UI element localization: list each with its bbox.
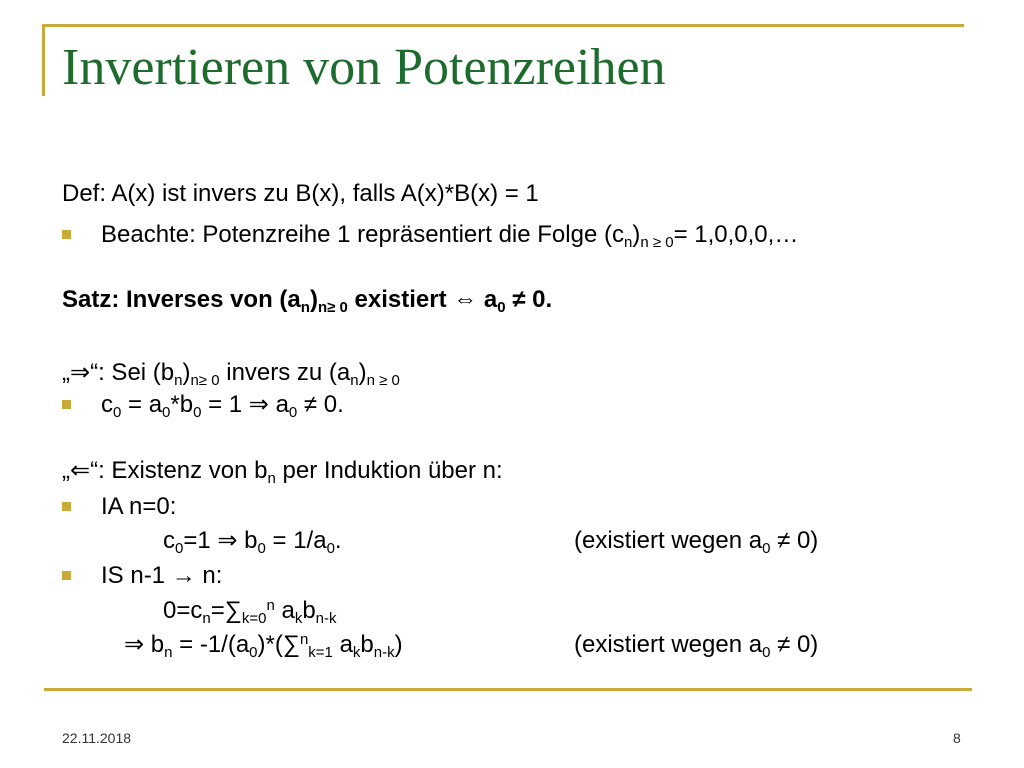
satz-text-c: existiert ⇔ a bbox=[347, 286, 498, 313]
forward-sub-range2: n ≥ 0 bbox=[366, 372, 400, 389]
satz-text-b: ) bbox=[309, 286, 318, 313]
is-line: IS n-1 → n: bbox=[101, 562, 223, 589]
forward-direction-line bbox=[62, 359, 400, 389]
bullet-square bbox=[62, 502, 71, 511]
footer-page-number: 8 bbox=[953, 730, 961, 746]
forward-text-a: „⇒“: Sei (b bbox=[62, 359, 175, 386]
satz-sub-0: 0 bbox=[497, 299, 506, 316]
is-eq2-d: a bbox=[332, 631, 353, 658]
exists-text-b: ≠ 0) bbox=[770, 631, 819, 658]
forward-text-d: ) bbox=[358, 359, 367, 386]
definition-line: Def: A(x) ist invers zu B(x), falls A(x)*B(x) = 1 bbox=[62, 180, 539, 207]
forward-text-c: invers zu (a bbox=[219, 359, 351, 386]
is-eq1-c: a bbox=[274, 597, 295, 624]
satz-text-d: ≠ 0. bbox=[505, 286, 553, 313]
beachte-range: n ≥ 0 bbox=[640, 234, 674, 251]
backward-text-a: „⇐“: Existenz von b bbox=[62, 457, 268, 484]
is-eq1-b: =∑ bbox=[210, 597, 242, 624]
is-eq2-sub-5: n-k bbox=[373, 644, 395, 661]
ia-eq-c: = 1/a bbox=[265, 527, 327, 554]
bullet-square bbox=[62, 400, 71, 409]
c0-text-c: *b bbox=[170, 391, 194, 418]
frame-left-line bbox=[42, 24, 45, 96]
is-eq1-a: 0=c bbox=[163, 597, 203, 624]
bullet-square bbox=[62, 571, 71, 580]
c0-sub-4: 0 bbox=[288, 404, 298, 421]
exists-text-a: (existiert wegen a bbox=[574, 527, 763, 554]
is-eq2-sup-1: n bbox=[299, 631, 309, 648]
is-eq1-sub-1: n bbox=[202, 610, 211, 627]
forward-sub-n: n bbox=[174, 372, 183, 389]
bullet-square bbox=[62, 230, 71, 239]
c0-sub-3: 0 bbox=[193, 404, 202, 421]
satz-sub-range: n≥ 0 bbox=[317, 299, 348, 316]
is-equation-2 bbox=[124, 631, 403, 661]
forward-sub-n2: n bbox=[350, 372, 359, 389]
ia-existence-note bbox=[574, 527, 819, 557]
is-eq2-sub-3: k=1 bbox=[308, 644, 333, 661]
exists-sub: 0 bbox=[762, 540, 771, 557]
c0-text-d: = 1 ⇒ a bbox=[201, 391, 289, 418]
ia-line: IA n=0: bbox=[101, 493, 177, 520]
slide-title: Invertieren von Potenzreihen bbox=[62, 39, 666, 96]
is-equation-1 bbox=[163, 597, 337, 627]
is-eq2-b: = -1/(a bbox=[172, 631, 250, 658]
is-eq1-sup-1: n bbox=[266, 597, 275, 614]
footer-date: 22.11.2018 bbox=[62, 730, 132, 746]
ia-equation bbox=[163, 527, 342, 557]
beachte-line bbox=[101, 221, 799, 251]
beachte-tail: = 1,0,0,0,… bbox=[673, 221, 799, 248]
ia-eq-sub-2: 0 bbox=[257, 540, 266, 557]
ia-eq-a: c bbox=[163, 527, 175, 554]
exists-text-a: (existiert wegen a bbox=[574, 631, 763, 658]
beachte-paren: ) bbox=[632, 221, 641, 248]
is-eq1-sub-3: k bbox=[294, 610, 303, 627]
exists-sub: 0 bbox=[762, 644, 771, 661]
is-eq2-e: b bbox=[360, 631, 374, 658]
backward-sub-n: n bbox=[267, 470, 276, 487]
backward-direction-line bbox=[62, 457, 503, 487]
is-eq2-a: ⇒ b bbox=[124, 631, 165, 658]
ia-eq-sub-1: 0 bbox=[175, 540, 184, 557]
satz-sub-n: n bbox=[300, 299, 310, 316]
is-eq2-f: ) bbox=[394, 631, 403, 658]
exists-text-b: ≠ 0) bbox=[770, 527, 819, 554]
c0-line bbox=[101, 391, 344, 421]
is-eq1-sub-4: n-k bbox=[315, 610, 337, 627]
c0-sub-1: 0 bbox=[113, 404, 122, 421]
beachte-sub: n bbox=[623, 234, 633, 251]
satz-text-a: Satz: Inverses von (a bbox=[62, 286, 301, 313]
is-eq1-sub-2: k=0 bbox=[241, 610, 267, 627]
frame-top-line bbox=[42, 24, 964, 27]
beachte-text: Beachte: Potenzreihe 1 repräsentiert die Folge (c bbox=[101, 221, 624, 248]
is-eq2-c: )*(∑ bbox=[257, 631, 300, 658]
is-eq2-sub-4: k bbox=[352, 644, 361, 661]
c0-text-b: = a bbox=[121, 391, 163, 418]
is-eq2-sub-1: n bbox=[164, 644, 173, 661]
forward-sub-range: n≥ 0 bbox=[190, 372, 220, 389]
ia-eq-b: =1 ⇒ b bbox=[183, 527, 258, 554]
is-existence-note bbox=[574, 631, 819, 661]
ia-eq-d: . bbox=[334, 527, 342, 554]
ia-eq-sub-3: 0 bbox=[326, 540, 335, 557]
frame-bottom-line bbox=[44, 688, 972, 691]
c0-text-e: ≠ 0. bbox=[297, 391, 344, 418]
satz-line bbox=[62, 286, 553, 316]
is-eq1-d: b bbox=[302, 597, 316, 624]
c0-text-a: c bbox=[101, 391, 113, 418]
backward-text-b: per Induktion über n: bbox=[275, 457, 503, 484]
forward-text-b: ) bbox=[182, 359, 191, 386]
is-eq2-sub-2: 0 bbox=[249, 644, 258, 661]
c0-sub-2: 0 bbox=[162, 404, 171, 421]
